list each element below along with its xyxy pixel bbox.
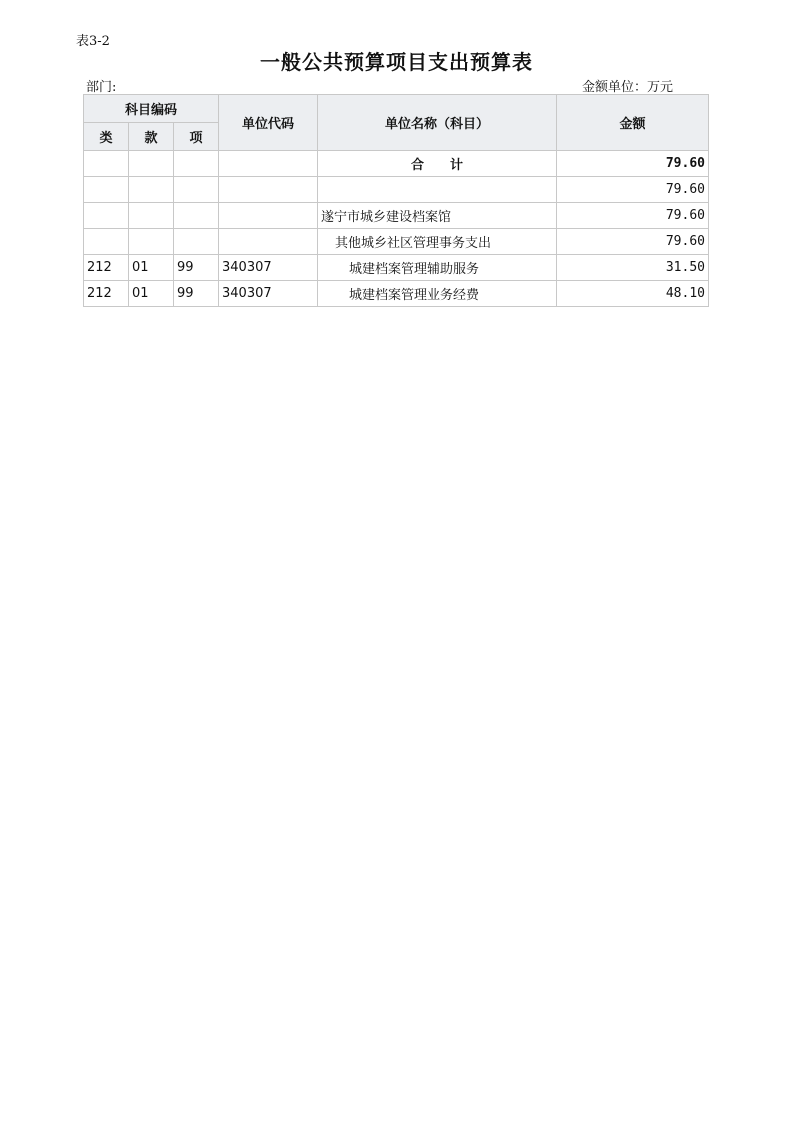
cell-kuan [129,203,174,229]
cell-unit-name: 其他城乡社区管理事务支出 [318,229,557,255]
cell-unit-name: 城建档案管理辅助服务 [318,255,557,281]
cell-kuan [129,229,174,255]
cell-lei [84,229,129,255]
cell-xiang [174,229,219,255]
cell-kuan: 01 [129,281,174,307]
cell-kuan [129,151,174,177]
header-amount: 金额 [557,95,709,151]
header-subject-code: 科目编码 [84,95,219,123]
cell-unit-name [318,177,557,203]
table-row [84,203,709,229]
cell-amount: 48.10 [557,281,709,307]
cell-unit-code [219,229,318,255]
cell-xiang [174,177,219,203]
cell-kuan [129,177,174,203]
cell-unit-name: 城建档案管理业务经费 [318,281,557,307]
cell-lei [84,177,129,203]
cell-unit-code [219,151,318,177]
cell-unit-code: 340307 [219,281,318,307]
header-kuan: 款 [129,123,174,151]
cell-unit-code [219,203,318,229]
cell-amount: 31.50 [557,255,709,281]
amount-unit-label: 金额单位：万元 [582,80,674,95]
budget-table [83,94,709,307]
header-xiang: 项 [174,123,219,151]
header-lei: 类 [84,123,129,151]
cell-xiang [174,151,219,177]
cell-unit-name: 遂宁市城乡建设档案馆 [318,203,557,229]
table-number: 表3-2 [76,34,110,49]
cell-xiang [174,203,219,229]
cell-amount: 79.60 [557,203,709,229]
cell-lei [84,203,129,229]
cell-lei [84,151,129,177]
header-unit-code: 单位代码 [219,95,318,151]
department-label: 部门: [86,80,117,95]
table-row-total [84,151,709,177]
cell-amount: 79.60 [557,151,709,177]
cell-xiang: 99 [174,255,219,281]
header-unit-name: 单位名称（科目） [318,95,557,151]
page-title: 一般公共预算项目支出预算表 [260,50,533,74]
cell-total-label: 合 计 [318,151,557,177]
table-row [84,281,709,307]
cell-unit-code [219,177,318,203]
cell-lei: 212 [84,281,129,307]
cell-amount: 79.60 [557,177,709,203]
cell-lei: 212 [84,255,129,281]
table-row [84,255,709,281]
cell-xiang: 99 [174,281,219,307]
table-row [84,229,709,255]
cell-kuan: 01 [129,255,174,281]
cell-amount: 79.60 [557,229,709,255]
cell-unit-code: 340307 [219,255,318,281]
table-row [84,177,709,203]
